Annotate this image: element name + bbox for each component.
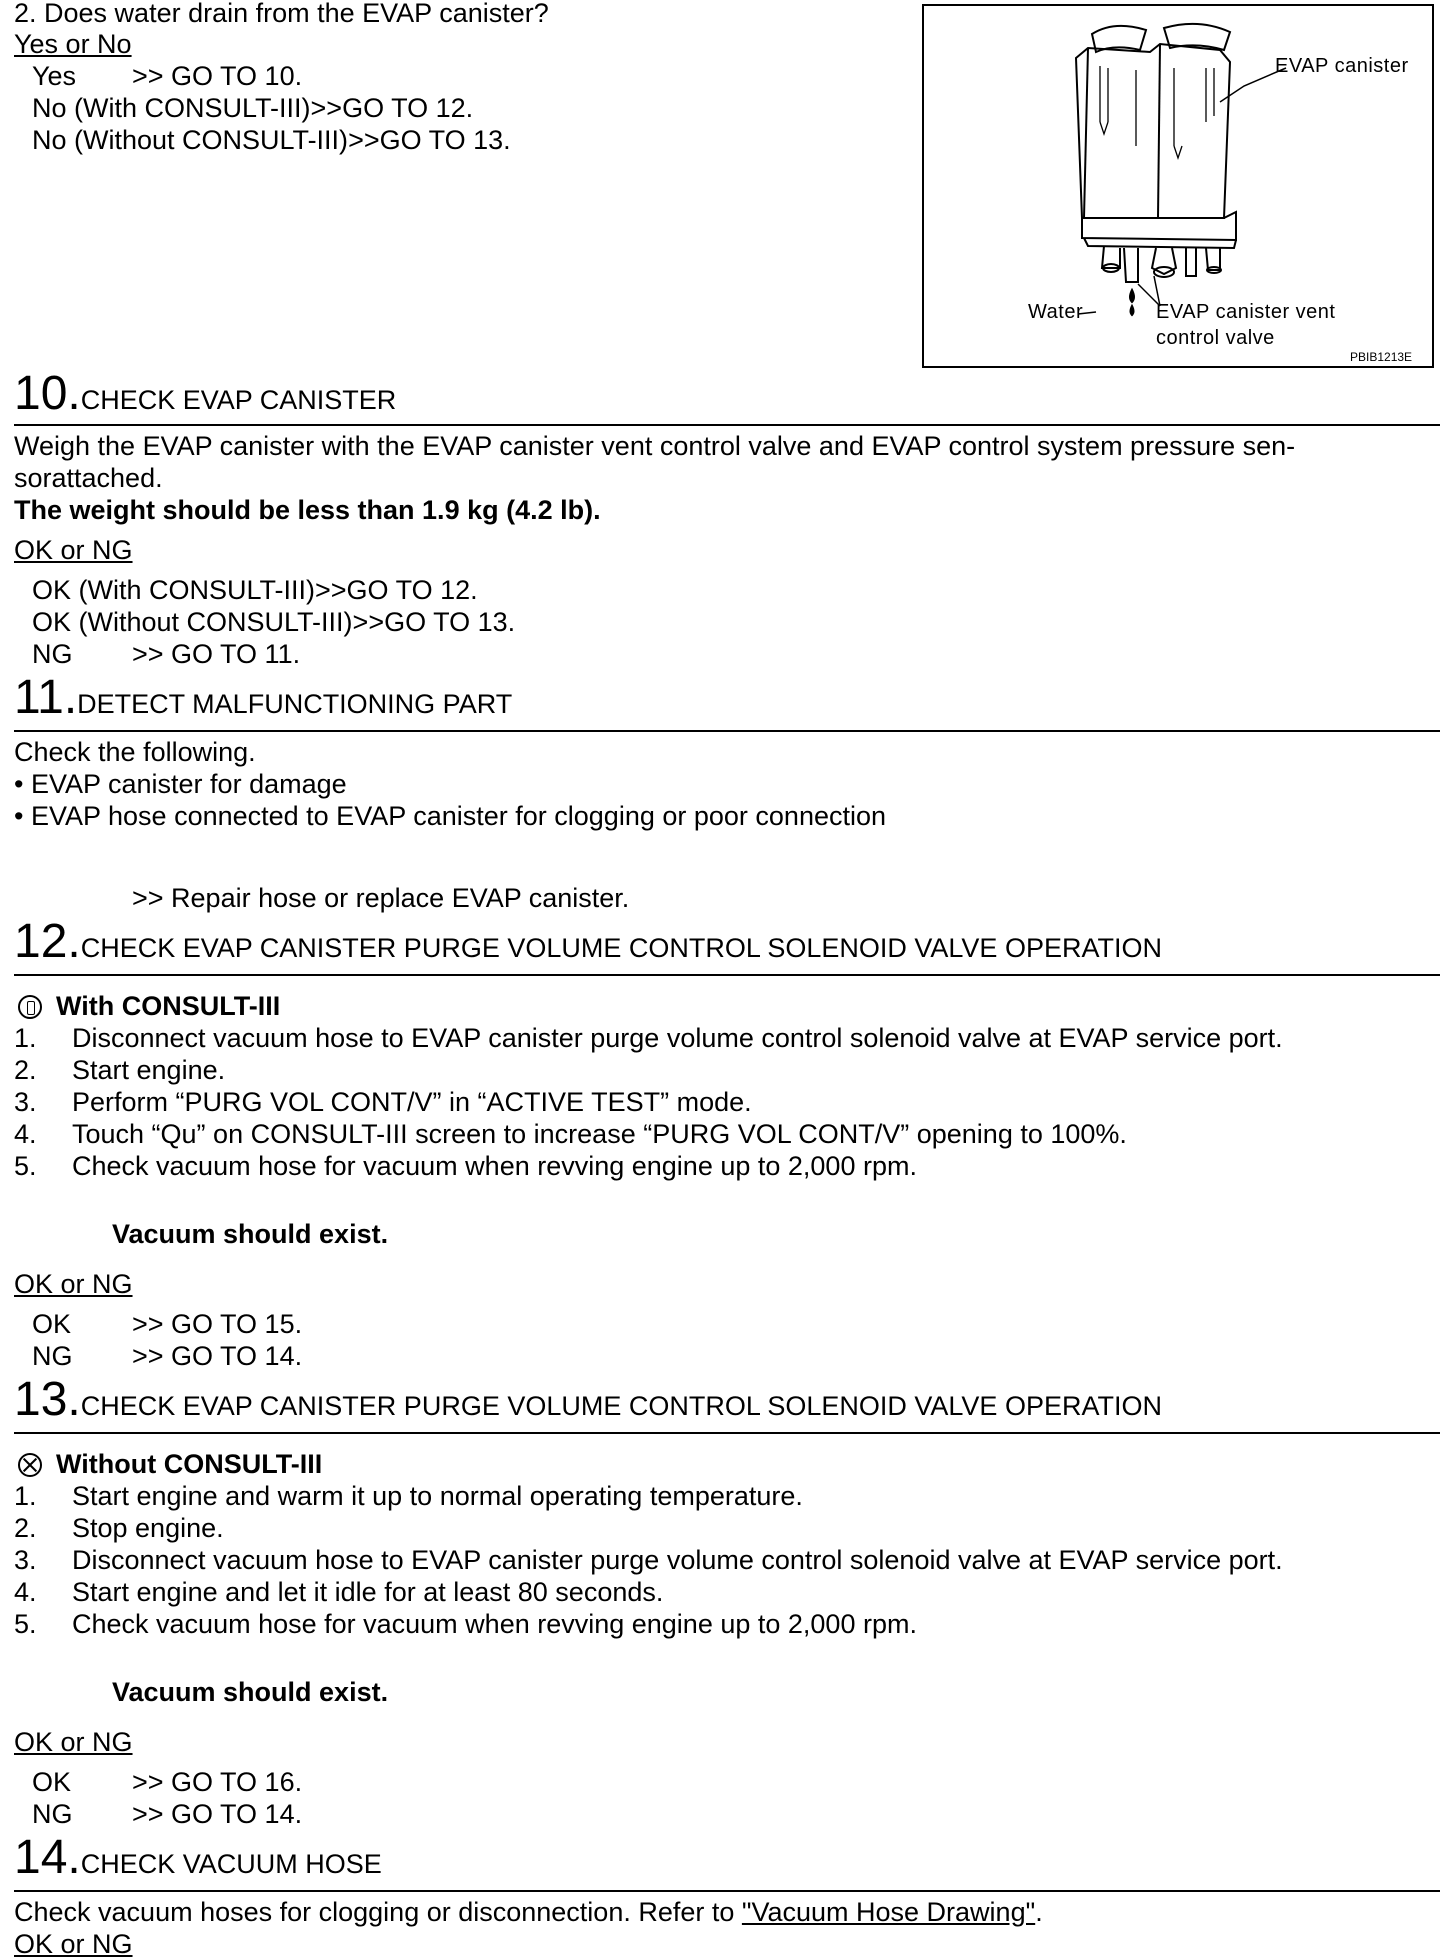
step13-result-ng-label: NG xyxy=(32,1799,73,1829)
mode-label: Without CONSULT-III xyxy=(56,1449,323,1479)
step12-instruction-1 xyxy=(14,1022,1283,1054)
step10-result-ok-consult xyxy=(32,574,478,606)
step-text: Touch “Qu” on CONSULT-III screen to increase “PURG VOL CONT/V” opening to 100%. xyxy=(72,1119,1127,1149)
step12-result-ng-action: >> GO TO 14. xyxy=(132,1341,303,1371)
step10-body-line2: sorattached. xyxy=(14,463,163,493)
step11-action: >> Repair hose or replace EVAP canister. xyxy=(132,883,630,913)
result-label: No (With CONSULT-III) xyxy=(32,93,311,123)
step12-result-ok-label: OK xyxy=(32,1309,72,1339)
step-text: Disconnect vacuum hose to EVAP canister purge volume control solenoid valve at EVAP service port. xyxy=(72,1023,1283,1053)
result-label: No (Without CONSULT-III) xyxy=(32,125,349,155)
body-text: Check vacuum hoses for clogging or disconnection. Refer to xyxy=(14,1897,742,1927)
step11-intro: Check the following. xyxy=(14,737,256,767)
step11-bullet xyxy=(14,768,347,800)
step10-spec: The weight should be less than 1.9 kg (4.2 lb). xyxy=(14,495,601,525)
mode-label: With CONSULT-III xyxy=(56,991,281,1021)
step-title: CHECK VACUUM HOSE xyxy=(80,1849,382,1879)
divider xyxy=(14,1890,1440,1892)
step13-instruction-1 xyxy=(14,1480,803,1512)
divider xyxy=(14,974,1440,976)
result-label: OK (With CONSULT-III) xyxy=(32,575,316,605)
step-text: Stop engine. xyxy=(72,1513,224,1543)
step13-spec: Vacuum should exist. xyxy=(112,1677,389,1707)
step-index: 2. xyxy=(14,1055,37,1085)
bullet-text: EVAP canister for damage xyxy=(30,769,347,799)
step-text: Check vacuum hose for vacuum when revving engine up to 2,000 rpm. xyxy=(72,1151,917,1181)
step-number: 14. xyxy=(14,1831,81,1884)
step13-result-label: OK or NG xyxy=(14,1727,133,1757)
step13-instruction-2 xyxy=(14,1512,224,1544)
step-title: CHECK EVAP CANISTER PURGE VOLUME CONTROL SOLENOID VALVE OPERATION xyxy=(80,1391,1162,1421)
step13-heading xyxy=(14,1373,1162,1430)
body-text: . xyxy=(1035,1897,1043,1927)
step-title: CHECK EVAP CANISTER PURGE VOLUME CONTROL SOLENOID VALVE OPERATION xyxy=(80,933,1162,963)
step12-result-ok-action: >> GO TO 15. xyxy=(132,1309,303,1339)
step-index: 5. xyxy=(14,1609,37,1639)
bullet-icon: • xyxy=(14,769,31,799)
step-text: Disconnect vacuum hose to EVAP canister purge volume control solenoid valve at EVAP service port. xyxy=(72,1545,1283,1575)
figure-label-water: Water xyxy=(1028,301,1084,323)
step-index: 1. xyxy=(14,1023,37,1053)
figure-label-valve-line1: EVAP canister vent xyxy=(1156,301,1336,323)
step9-result-no-without-consult xyxy=(32,124,511,156)
divider xyxy=(14,424,1440,426)
step11-heading xyxy=(14,671,513,728)
evap-canister-figure xyxy=(922,4,1434,368)
step14-result-label: OK or NG xyxy=(14,1929,133,1959)
step13-instruction-4 xyxy=(14,1576,663,1608)
step11-bullet xyxy=(14,800,886,832)
step-number: 10. xyxy=(14,367,81,420)
vacuum-hose-drawing-link[interactable]: "Vacuum Hose Drawing" xyxy=(741,1897,1036,1927)
step12-instruction-2 xyxy=(14,1054,225,1086)
step9-result-label: Yes or No xyxy=(14,29,132,59)
result-action: >>GO TO 12. xyxy=(315,575,478,605)
step-number: 11. xyxy=(14,671,78,724)
step10-result-ng-label: NG xyxy=(32,639,73,669)
step-index: 2. xyxy=(14,1513,37,1543)
step14-body xyxy=(14,1896,1043,1928)
step13-instruction-5 xyxy=(14,1608,917,1640)
step-text: Check vacuum hose for vacuum when revving engine up to 2,000 rpm. xyxy=(72,1609,917,1639)
step12-instruction-4 xyxy=(14,1118,1127,1150)
step10-result-ng-action: >> GO TO 11. xyxy=(132,639,301,669)
step12-instruction-3 xyxy=(14,1086,752,1118)
step-title: CHECK EVAP CANISTER xyxy=(80,385,397,415)
step-index: 3. xyxy=(14,1545,37,1575)
result-action: >>GO TO 12. xyxy=(310,93,474,123)
step9-result-yes-action: >> GO TO 10. xyxy=(132,61,303,91)
step14-heading xyxy=(14,1831,382,1888)
step12-heading xyxy=(14,915,1162,972)
step-text: Start engine. xyxy=(72,1055,226,1085)
consult-icon xyxy=(18,995,42,1019)
result-action: >>GO TO 13. xyxy=(348,125,511,155)
step-text: Start engine and warm it up to normal operating temperature. xyxy=(72,1481,803,1511)
step-text: Perform “PURG VOL CONT/V” in “ACTIVE TEST” mode. xyxy=(72,1087,752,1117)
step12-instruction-5 xyxy=(14,1150,917,1182)
step-title: DETECT MALFUNCTIONING PART xyxy=(77,689,513,719)
step12-mode xyxy=(18,990,280,1022)
result-action: >>GO TO 13. xyxy=(352,607,516,637)
step12-result-label: OK or NG xyxy=(14,1269,133,1299)
figure-label-valve-line2: control valve xyxy=(1156,327,1275,349)
step-index: 4. xyxy=(14,1577,37,1607)
step-index: 1. xyxy=(14,1481,37,1511)
no-consult-icon xyxy=(18,1453,42,1477)
step-index: 3. xyxy=(14,1087,37,1117)
step-text: Start engine and let it idle for at least 80 seconds. xyxy=(72,1577,664,1607)
step13-instruction-3 xyxy=(14,1544,1283,1576)
divider xyxy=(14,730,1440,732)
step13-result-ok-action: >> GO TO 16. xyxy=(132,1767,303,1797)
step10-result-label: OK or NG xyxy=(14,535,133,565)
step13-mode xyxy=(18,1448,322,1480)
figure-label-evap-canister: EVAP canister xyxy=(1275,55,1409,77)
step10-body-line1: Weigh the EVAP canister with the EVAP canister vent control valve and EVAP control system pressure sen- xyxy=(14,431,1296,461)
step13-result-ng-action: >> GO TO 14. xyxy=(132,1799,303,1829)
step9-result-yes-label: Yes xyxy=(32,61,77,91)
step9-question: 2. Does water drain from the EVAP canister? xyxy=(14,0,549,28)
step12-result-ng-label: NG xyxy=(32,1341,73,1371)
step-index: 5. xyxy=(14,1151,37,1181)
step-number: 13. xyxy=(14,1373,81,1426)
step13-result-ok-label: OK xyxy=(32,1767,72,1797)
bullet-icon: • xyxy=(14,801,31,831)
step-number: 12. xyxy=(14,915,81,968)
step9-result-no-consult xyxy=(32,92,473,124)
step12-spec: Vacuum should exist. xyxy=(112,1219,389,1249)
result-label: OK (Without CONSULT-III) xyxy=(32,607,353,637)
divider xyxy=(14,1432,1440,1434)
step10-heading xyxy=(14,367,397,424)
step-index: 4. xyxy=(14,1119,37,1149)
step10-result-ok-without-consult xyxy=(32,606,515,638)
figure-code: PBIB1213E xyxy=(1350,350,1413,364)
bullet-text: EVAP hose connected to EVAP canister for clogging or poor connection xyxy=(30,801,887,831)
